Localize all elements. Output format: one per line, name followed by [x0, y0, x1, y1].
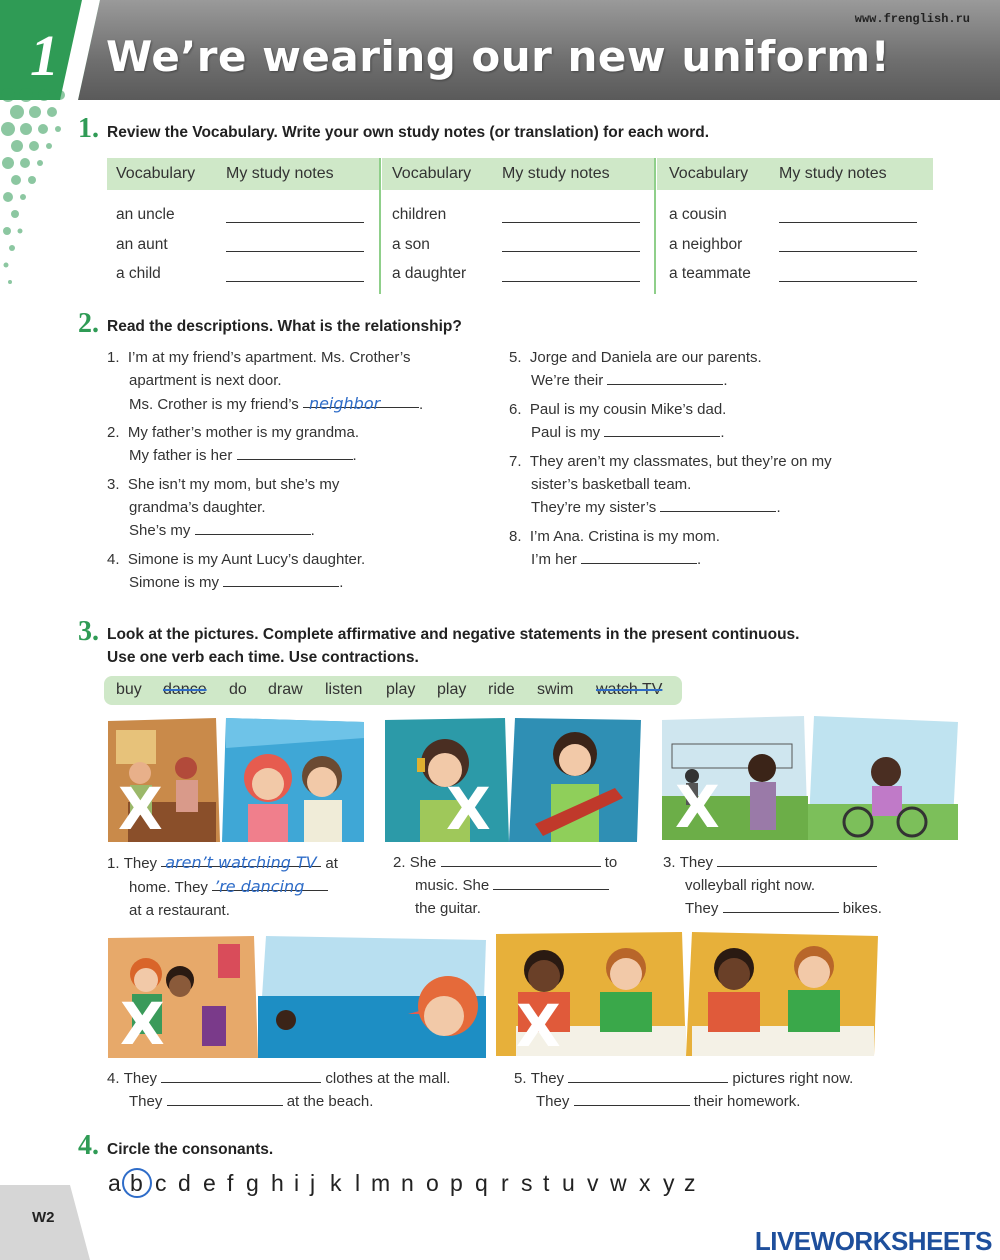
- ex3-sentence-4: 4. They clothes at the mall. They at the beach.: [107, 1067, 450, 1113]
- answer-line[interactable]: [574, 1090, 690, 1106]
- letter[interactable]: y: [663, 1170, 675, 1196]
- notes-line[interactable]: [502, 281, 640, 282]
- handwritten-answer: ’re dancing: [214, 877, 305, 896]
- answer-circle: [122, 1168, 152, 1198]
- notes-line[interactable]: [779, 251, 917, 252]
- letter[interactable]: a: [108, 1170, 121, 1196]
- ex3-sentence-2: 2. She to music. She the guitar.: [393, 851, 617, 920]
- picture-2: [385, 718, 641, 842]
- ex3-sentence-3: 3. They volleyball right now. They bikes.: [663, 851, 882, 920]
- answer-line[interactable]: [717, 851, 877, 867]
- letter[interactable]: d: [178, 1170, 191, 1196]
- x-mark: X: [120, 990, 165, 1058]
- letter[interactable]: u: [562, 1170, 575, 1196]
- word-bank-item: ride: [488, 681, 515, 698]
- ex2-item-4: 4. Simone is my Aunt Lucy’s daughter. Simone is my .: [107, 551, 366, 591]
- ex1-instruction: Review the Vocabulary. Write your own study notes (or translation) for each word.: [107, 124, 710, 141]
- answer-line[interactable]: [161, 1067, 321, 1083]
- ex3-sentence-1: 1. They aren’t watching TV at home. They ’re dancing at a restaurant.: [107, 853, 338, 919]
- ex3-number: 3.: [78, 616, 99, 647]
- ex1-number: 1.: [78, 113, 99, 144]
- ex2-item-2: 2. My father’s mother is my grandma. My father is her .: [107, 424, 360, 464]
- answer-line[interactable]: [581, 548, 697, 564]
- answer-line[interactable]: [195, 519, 311, 535]
- letter[interactable]: g: [246, 1170, 259, 1196]
- answer-line[interactable]: [493, 874, 609, 890]
- vocab-word: a son: [392, 236, 430, 253]
- letter[interactable]: l: [355, 1170, 361, 1196]
- handwritten-answer: neighbor: [308, 394, 381, 413]
- vocab-word: a neighbor: [669, 236, 743, 253]
- ex2-item-3: 3. She isn’t my mom, but she’s my grandma’s daughter. She’s my .: [107, 476, 340, 539]
- handwritten-answer: aren’t watching TV: [165, 853, 317, 872]
- col-vocab: Vocabulary: [392, 165, 472, 182]
- vocab-word: a daughter: [392, 265, 467, 282]
- word-bank-item: do: [229, 681, 247, 698]
- letter[interactable]: h: [271, 1170, 284, 1196]
- word-bank-item: swim: [537, 681, 574, 698]
- word-bank: [104, 676, 682, 705]
- x-mark: X: [675, 773, 720, 841]
- ex4-instruction: Circle the consonants.: [107, 1141, 274, 1158]
- answer-line[interactable]: [167, 1090, 283, 1106]
- word-bank-item: dance: [163, 681, 207, 698]
- x-mark: X: [118, 775, 163, 843]
- liveworksheets-logo: LIVEWORKSHEETS: [754, 1226, 992, 1256]
- notes-line[interactable]: [226, 222, 364, 223]
- answer-line[interactable]: [441, 851, 601, 867]
- notes-line[interactable]: [779, 222, 917, 223]
- vocab-word: an uncle: [116, 206, 175, 223]
- ex3-instruction: Look at the pictures. Complete affirmative and negative statements in the present continuous.: [107, 626, 800, 643]
- x-mark: X: [446, 775, 491, 843]
- vocab-header: [107, 158, 380, 190]
- word-bank-item: buy: [116, 681, 142, 698]
- ex3-sentence-5: 5. They pictures right now. They their homework.: [514, 1067, 853, 1113]
- ex2-item-5: 5. Jorge and Daniela are our parents. We’re their .: [509, 349, 762, 389]
- letter[interactable]: i: [294, 1170, 300, 1196]
- letter[interactable]: c: [155, 1170, 167, 1196]
- ex2-item-1: 1. I’m at my friend’s apartment. Ms. Crother’s apartment is next door. Ms. Crother is my friend’s neighbor .: [107, 349, 424, 413]
- notes-line[interactable]: [226, 281, 364, 282]
- ex2-instruction: Read the descriptions. What is the relationship?: [107, 318, 462, 335]
- notes-line[interactable]: [502, 251, 640, 252]
- letter[interactable]: k: [330, 1170, 342, 1196]
- col-vocab: Vocabulary: [116, 165, 196, 182]
- letter[interactable]: p: [450, 1170, 463, 1196]
- vocab-header: [657, 158, 933, 190]
- notes-line[interactable]: [779, 281, 917, 282]
- answer-line[interactable]: [723, 897, 839, 913]
- vocab-word: a cousin: [669, 206, 727, 223]
- col-notes: My study notes: [502, 165, 610, 182]
- answer-line[interactable]: [237, 444, 353, 460]
- column-divider: [379, 158, 381, 294]
- letter[interactable]: o: [426, 1170, 439, 1196]
- letter[interactable]: v: [587, 1170, 599, 1196]
- letter[interactable]: x: [639, 1170, 651, 1196]
- vocab-word: an aunt: [116, 236, 168, 253]
- column-divider: [654, 158, 656, 294]
- x-mark: X: [516, 992, 561, 1060]
- word-bank-item: listen: [325, 681, 363, 698]
- answer-line[interactable]: [161, 851, 321, 872]
- answer-line[interactable]: [212, 875, 328, 896]
- page-code: W2: [32, 1209, 55, 1226]
- answer-line[interactable]: [604, 421, 720, 437]
- ex2-item-8: 8. I’m Ana. Cristina is my mom. I’m her .: [509, 528, 720, 568]
- col-vocab: Vocabulary: [669, 165, 749, 182]
- word-bank-item: play: [386, 681, 416, 698]
- vocab-header: [382, 158, 655, 190]
- vocab-word: a child: [116, 265, 161, 282]
- site-url: www.frenglish.ru: [854, 12, 970, 26]
- ex2-item-6: 6. Paul is my cousin Mike’s dad. Paul is my .: [509, 401, 727, 441]
- unit-number: 1: [30, 23, 59, 88]
- col-notes: My study notes: [226, 165, 334, 182]
- letter[interactable]: z: [684, 1170, 696, 1196]
- answer-line[interactable]: [607, 369, 723, 385]
- answer-line[interactable]: [660, 496, 776, 512]
- word-bank-item: watch TV: [596, 681, 663, 698]
- answer-line[interactable]: [568, 1067, 728, 1083]
- vocab-word: children: [392, 206, 447, 223]
- ex2-number: 2.: [78, 308, 99, 339]
- vocab-word: a teammate: [669, 265, 751, 282]
- word-bank-item: draw: [268, 681, 303, 698]
- ex3-instruction-2: Use one verb each time. Use contractions.: [107, 649, 419, 666]
- notes-line[interactable]: [226, 251, 364, 252]
- letter[interactable]: f: [227, 1170, 234, 1196]
- letter[interactable]: q: [475, 1170, 488, 1196]
- decorative-dots: [0, 85, 80, 315]
- letter[interactable]: n: [401, 1170, 414, 1196]
- letter[interactable]: j: [310, 1170, 316, 1196]
- vocab-table: [107, 158, 933, 296]
- letter[interactable]: m: [371, 1170, 391, 1196]
- page-title: We’re wearing our new uniform!: [106, 32, 891, 81]
- notes-line[interactable]: [502, 222, 640, 223]
- letter[interactable]: e: [203, 1170, 216, 1196]
- letter[interactable]: b: [130, 1170, 143, 1196]
- letter[interactable]: s: [521, 1170, 533, 1196]
- ex4-number: 4.: [78, 1130, 99, 1161]
- letter[interactable]: w: [610, 1170, 627, 1196]
- word-bank-item: play: [437, 681, 467, 698]
- answer-line[interactable]: [223, 571, 339, 587]
- letter[interactable]: t: [543, 1170, 550, 1196]
- answer-line[interactable]: [303, 392, 419, 413]
- col-notes: My study notes: [779, 165, 887, 182]
- letter[interactable]: r: [501, 1170, 509, 1196]
- ex2-item-7: 7. They aren’t my classmates, but they’re on my sister’s basketball team. They’re my sister’s .: [509, 453, 832, 516]
